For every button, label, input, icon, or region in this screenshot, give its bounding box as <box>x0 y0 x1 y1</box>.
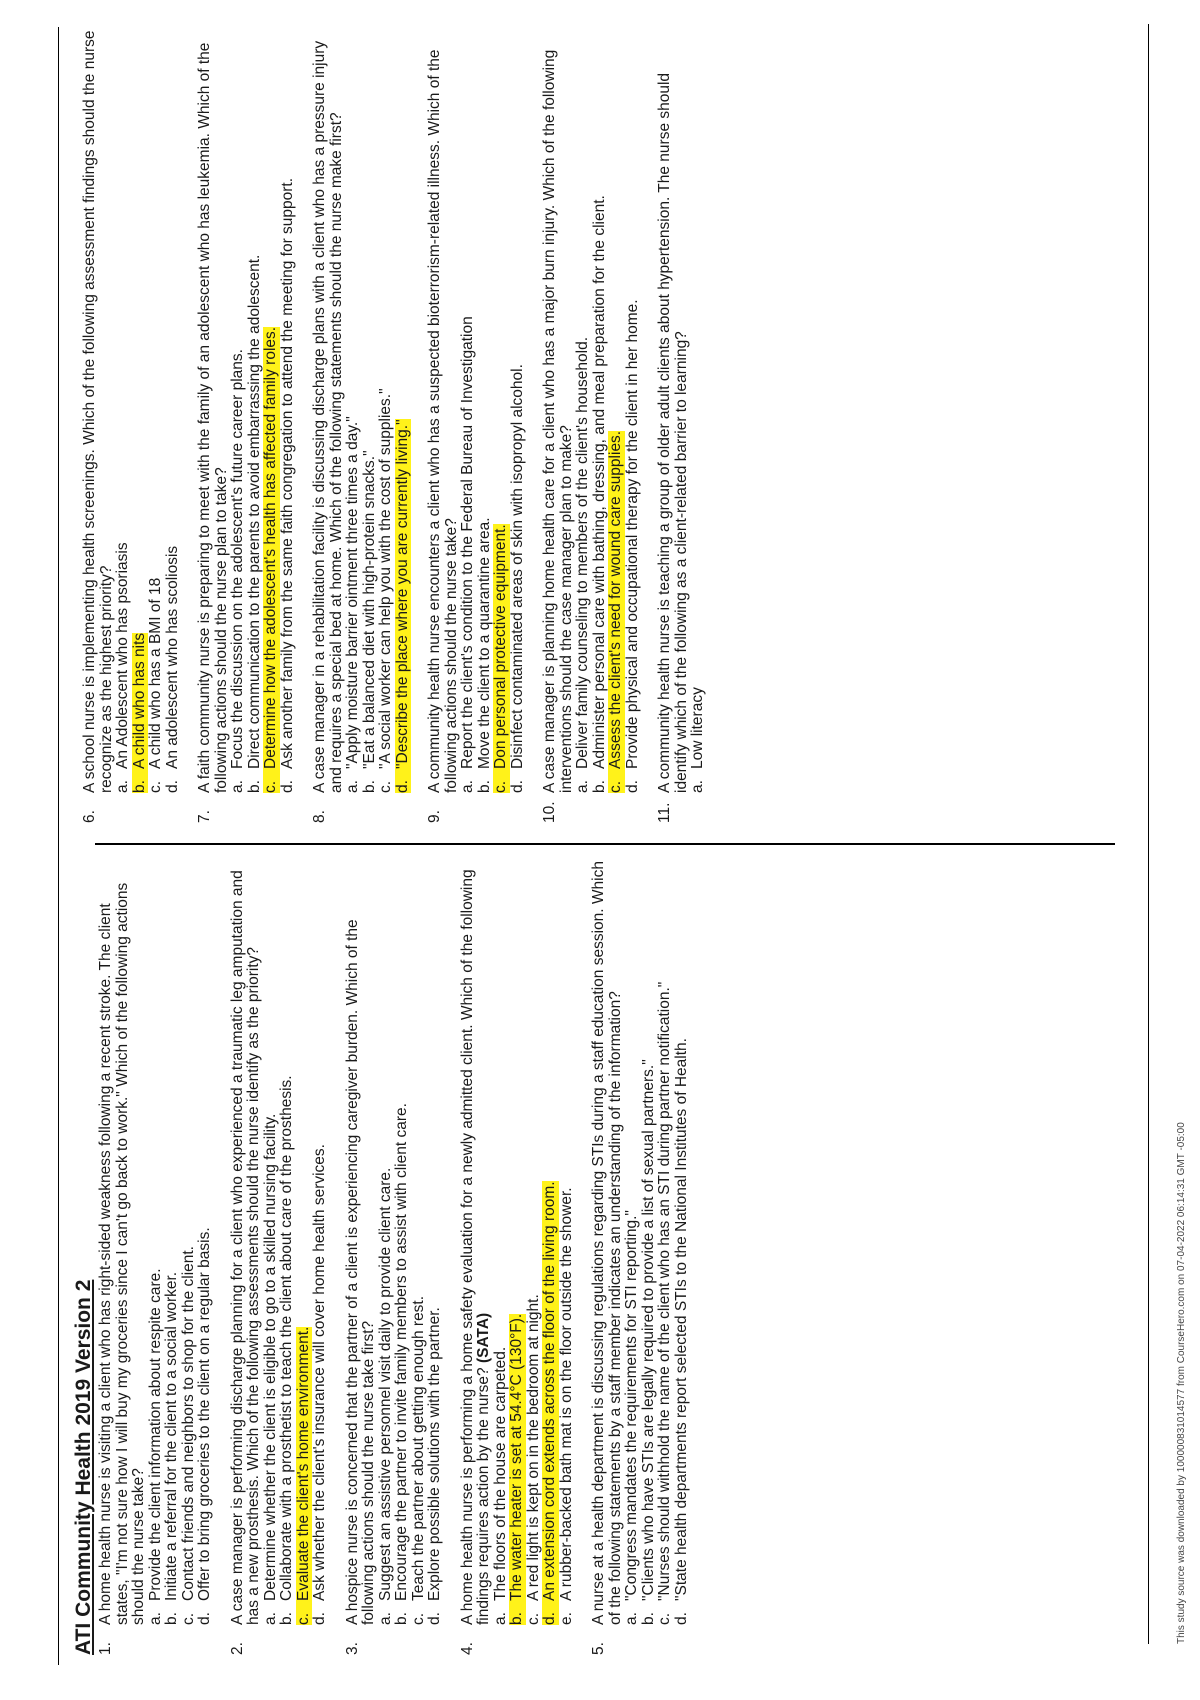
option-text: "A social worker can help you with the cost of supplies." <box>377 388 394 769</box>
option-text: Deliver family counseling to members of the client's household. <box>574 336 591 769</box>
answer-option <box>559 855 576 1625</box>
question-stem-text: A nurse at a health department is discussing regulations regarding STIs during a staff education session. Which of the following statements by a staff member indicates an understanding of the information? <box>590 861 624 1625</box>
question-stem-text: A home health nurse is visiting a client who has right-sided weakness following a recent stroke. The client states, "I'm not sure how I will buy my groceries since I can't go back to work." Which of the following actions should the nurse take? <box>97 882 147 1625</box>
question-item <box>591 855 690 1655</box>
option-text: Offer to bring groceries to the client on a regular basis. <box>196 1227 213 1601</box>
option-letter: c. <box>377 780 394 793</box>
question-stem <box>98 855 148 1625</box>
question-item <box>98 855 214 1655</box>
option-text: Initiate a referral for the client to a social worker. <box>163 1271 180 1601</box>
option-text: A child who has a BMI of 18 <box>147 577 164 769</box>
answer-option <box>165 23 182 793</box>
question-item <box>460 855 576 1655</box>
answer-option <box>181 855 198 1625</box>
option-text: Focus the discussion on the adolescent's future career plans. <box>229 349 246 769</box>
question-item <box>230 855 329 1655</box>
question-number: 8. <box>311 810 328 823</box>
question-stem-text: A community health nurse encounters a client who has a suspected bioterrorism-related illness. Which of the following actions should the nurse take? <box>426 49 460 793</box>
answer-option <box>280 23 297 793</box>
option-letter: a. <box>146 1612 164 1625</box>
question-stem <box>657 23 690 793</box>
answer-option <box>510 23 527 793</box>
question-item <box>542 23 641 823</box>
option-letter: b. <box>132 769 149 793</box>
answer-option <box>641 855 658 1625</box>
option-text: Provide the client information about respite care. <box>146 1268 164 1601</box>
left-column <box>66 855 706 1655</box>
answer-option <box>542 855 559 1625</box>
question-body <box>345 855 444 1625</box>
option-letter: a. <box>229 780 246 793</box>
question-body <box>312 23 411 793</box>
option-letter: b. <box>245 780 263 793</box>
option-letter: b. <box>639 1612 657 1625</box>
highlighted-answer-text: Assess the client's need for wound care supplies. <box>607 430 624 769</box>
option-letter: c. <box>296 1601 313 1625</box>
option-text: "Congress mandates the requirements for STI reporting." <box>623 1210 640 1601</box>
option-letter: b. <box>360 780 378 793</box>
option-letter: a. <box>623 1612 640 1625</box>
top-rule <box>58 27 59 1665</box>
question-stem-text: A community health nurse is teaching a group of older adult clients about hypertension. The nurse should identify which of the following as a client-related barrier to learning? <box>656 72 690 793</box>
option-letter: c. <box>179 1612 197 1625</box>
question-stem <box>427 23 460 793</box>
question-number: 10. <box>541 801 558 823</box>
question-stem <box>230 855 263 1625</box>
question-stem-text: A case manager in a rehabilitation facility is discussing discharge plans with a client who has a pressure injury and requires a special bed at home. Which of the following statements should the nurse make first? <box>311 40 345 793</box>
answer-option <box>493 23 510 793</box>
question-number: 2. <box>228 1642 246 1655</box>
highlighted-answer-text: Don personal protective equipment. <box>492 524 509 769</box>
option-letter: a. <box>459 780 476 793</box>
answer-option <box>263 23 280 793</box>
question-number: 3. <box>343 1642 361 1655</box>
question-number: 5. <box>590 1642 607 1655</box>
question-item <box>657 23 707 823</box>
answer-option <box>608 23 625 793</box>
option-text: Low literacy <box>689 687 706 769</box>
answer-option <box>230 23 247 793</box>
bottom-rule <box>1148 24 1149 1644</box>
answer-option <box>263 855 280 1625</box>
question-item <box>197 23 296 823</box>
question-stem <box>542 23 575 793</box>
answer-option <box>394 855 411 1625</box>
option-letter: d. <box>672 1612 690 1625</box>
question-stem <box>460 855 493 1625</box>
option-letter: b. <box>509 1601 526 1625</box>
option-letter: b. <box>393 1612 410 1625</box>
option-text: Move the client to a quarantine area. <box>475 517 493 769</box>
answer-option <box>296 855 313 1625</box>
question-body <box>427 23 526 793</box>
answer-option <box>625 23 642 793</box>
question-body <box>230 855 329 1625</box>
answer-option <box>509 855 526 1625</box>
option-letter: c. <box>147 780 164 793</box>
answer-option <box>411 855 428 1625</box>
option-letter: a. <box>114 780 131 793</box>
answer-option <box>395 23 412 793</box>
option-letter: c. <box>656 1612 673 1625</box>
answer-option <box>378 23 395 793</box>
option-letter: d. <box>395 769 412 793</box>
option-text: Administer personal care with bathing, dressing, and meal preparation for the client. <box>590 195 608 769</box>
answer-option <box>575 23 592 793</box>
question-number: 9. <box>426 810 443 823</box>
right-question-list <box>82 23 707 823</box>
highlighted-answer-text: A child who has nits <box>130 632 148 769</box>
question-stem <box>591 855 624 1625</box>
highlighted-answer-text: The water heater is set at 54.4°C (130°F). <box>508 1313 525 1601</box>
question-stem-text: A case manager is performing discharge planning for a client who experienced a traumatic leg amputation and has a new prosthesis. Which of the following assessments should the nurse identify as the priority? <box>228 870 262 1625</box>
question-body <box>197 23 296 793</box>
question-body <box>98 855 214 1625</box>
option-text: "Nurses should withhold the name of the client who has an STI during partner notification." <box>656 981 673 1601</box>
question-stem-text: A hospice nurse is concerned that the partner of a client is experiencing caregiver burden. Which of the following actions should the nurse take first? <box>343 919 377 1625</box>
option-text: Direct communication to the parents to avoid embarrassing the adolescent. <box>245 254 263 769</box>
question-item <box>82 23 181 823</box>
left-question-list <box>98 855 690 1655</box>
option-letter: c. <box>493 769 510 793</box>
answer-option <box>460 23 477 793</box>
answer-option <box>312 855 329 1625</box>
option-letter: a. <box>574 780 591 793</box>
highlighted-answer-text: Determine how the adolescent's health has affected family roles. <box>262 326 279 769</box>
answer-option <box>345 23 362 793</box>
option-text: Teach the partner about getting enough rest. <box>409 1295 427 1601</box>
option-letter: a. <box>491 1612 509 1625</box>
option-letter: a. <box>261 1612 279 1625</box>
option-text: An Adolescent who has psoriasis <box>114 542 131 769</box>
answer-option <box>247 23 264 793</box>
question-item <box>312 23 411 823</box>
option-letter: d. <box>163 780 181 793</box>
option-letter: c. <box>608 769 625 793</box>
answer-option <box>624 855 641 1625</box>
answer-option <box>279 855 296 1625</box>
option-letter: a. <box>689 780 706 793</box>
download-footer: This study source was downloaded by 100000831014577 from CourseHero.com on 07-04-2022 06:14:31 GMT -05:00 <box>1176 1122 1187 1644</box>
option-text: "Clients who have STIs are legally required to provide a list of sexual partners." <box>639 1059 657 1601</box>
answer-option <box>362 23 379 793</box>
answer-option <box>148 23 165 793</box>
answer-option <box>493 855 510 1625</box>
option-text: "Apply moisture barrier ointment three times a day." <box>344 416 361 769</box>
option-letter: d. <box>196 1612 213 1625</box>
sata-label: (SATA) <box>475 1312 492 1364</box>
question-stem-text: A school nurse is implementing health screenings. Which of the following assessment findings should the nurse recognize as the highest priority? <box>81 30 115 793</box>
option-text: Disinfect contaminated areas of skin with isopropyl alcohol. <box>508 364 526 769</box>
question-stem-text: A faith community nurse is preparing to meet with the family of an adolescent who has leukemia. Which of the following actions should the nurse plan to take? <box>196 42 230 793</box>
answer-option <box>164 855 181 1625</box>
question-stem <box>345 855 378 1625</box>
question-body <box>657 23 707 793</box>
option-letter: e. <box>557 1612 575 1625</box>
question-body <box>591 855 690 1625</box>
option-letter: d. <box>278 780 296 793</box>
document-title: ATI Community Health 2019 Version 2 <box>72 1279 95 1655</box>
answer-option <box>690 23 707 793</box>
option-text: Encourage the partner to invite family members to assist with client care. <box>393 1103 410 1601</box>
option-text: Ask another family from the same faith congregation to attend the meeting for support. <box>278 177 296 769</box>
question-body <box>542 23 641 793</box>
option-text: A rubber-backed bath mat is on the floor outside the shower. <box>557 1187 575 1601</box>
column-divider <box>95 843 1115 845</box>
option-letter: b. <box>163 1612 180 1625</box>
option-letter: b. <box>278 1612 295 1625</box>
option-text: The floors of the house are carpeted. <box>491 1346 509 1601</box>
question-stem <box>312 23 345 793</box>
question-number: 1. <box>97 1642 114 1655</box>
option-letter: a. <box>344 780 361 793</box>
answer-option <box>378 855 395 1625</box>
answer-option <box>674 855 691 1625</box>
option-text: An adolescent who has scoliosis <box>163 545 181 769</box>
question-number: 11. <box>656 802 673 823</box>
answer-option <box>132 23 149 793</box>
question-number: 6. <box>81 810 98 823</box>
question-number: 7. <box>196 810 213 823</box>
option-text: Collaborate with a prosthetist to teach the client about care of the prosthesis. <box>278 1075 295 1601</box>
option-text: A red light is kept on in the bedroom at night. <box>524 1294 542 1601</box>
option-text: Report the client's condition to the Federal Bureau of Investigation <box>459 316 476 769</box>
option-letter: c. <box>409 1612 427 1625</box>
question-item <box>345 855 444 1655</box>
question-stem-text: A home health nurse is performing a home safety evaluation for a newly admitted client. Which of the following findings requires action by the nurse? <box>458 869 492 1625</box>
answer-option <box>115 23 132 793</box>
question-item <box>427 23 526 823</box>
option-text: Explore possible solutions with the partner. <box>426 1307 443 1601</box>
right-column <box>82 23 723 823</box>
highlighted-answer-text: "Describe the place where you are currently living." <box>393 419 411 769</box>
option-letter: d. <box>426 1612 443 1625</box>
option-letter: d. <box>311 1612 328 1625</box>
option-letter: d. <box>508 780 526 793</box>
option-letter: b. <box>590 780 608 793</box>
option-letter: d. <box>623 780 641 793</box>
option-text: Determine whether the client is eligible to go to a skilled nursing facility. <box>261 1113 279 1601</box>
question-body <box>82 23 181 793</box>
option-text: Provide physical and occupational therapy for the client in her home. <box>623 299 641 769</box>
question-stem <box>197 23 230 793</box>
option-text: Ask whether the client's insurance will cover home health services. <box>311 1144 328 1601</box>
question-stem-text: A case manager is planning home health care for a client who has a major burn injury. Which of the following interventions should the case manager plan to make? <box>541 49 575 793</box>
question-number: 4. <box>458 1642 476 1655</box>
question-stem <box>82 23 115 793</box>
option-text: Suggest an assistive personnel visit daily to provide client care. <box>376 1167 394 1601</box>
answer-option <box>148 855 165 1625</box>
option-text: Contact friends and neighbors to shop for the client. <box>179 1246 197 1601</box>
option-letter: d. <box>542 1601 559 1625</box>
answer-option <box>197 855 214 1625</box>
option-letter: a. <box>376 1612 394 1625</box>
answer-option <box>657 855 674 1625</box>
option-text: "Eat a balanced diet with high-protein snacks." <box>360 450 378 769</box>
answer-option <box>477 23 494 793</box>
option-letter: b. <box>475 780 493 793</box>
highlighted-answer-text: Evaluate the client's home environment. <box>294 1326 312 1601</box>
answer-option <box>592 23 609 793</box>
answer-option <box>526 855 543 1625</box>
option-letter: c. <box>524 1612 542 1625</box>
answer-option <box>427 855 444 1625</box>
option-text: "State health departments report selected STIs to the National Institutes of Health. <box>672 1038 690 1601</box>
question-body <box>460 855 576 1625</box>
option-letter: c. <box>263 769 280 793</box>
highlighted-answer-text: An extension cord extends across the floor of the living room. <box>541 1181 558 1601</box>
